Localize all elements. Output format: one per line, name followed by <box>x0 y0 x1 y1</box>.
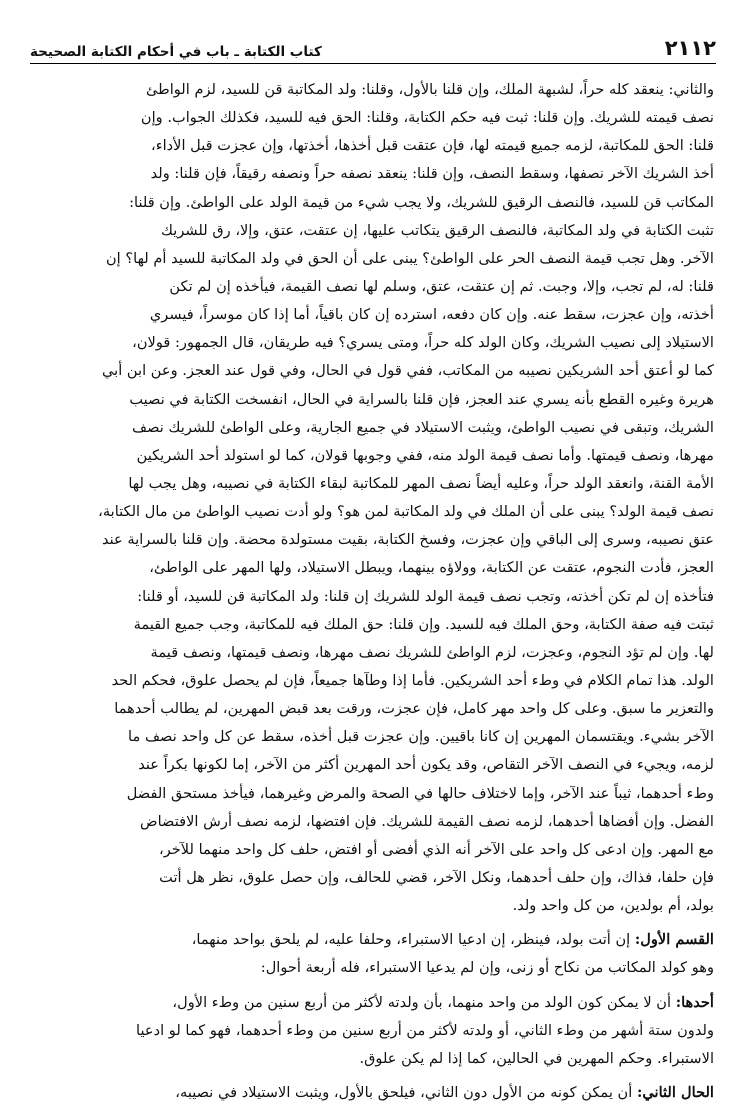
text-line: الاستيلاد إلى نصيب الشريك، وكان الولد كله حراً، ومتى يسري؟ فيه طريقان، قال الجمهور: قولان، <box>132 334 714 352</box>
text-line: ثبتت فيه صفة الكتابة، وحق الملك فيه للسيد. وإن قلنا: حق الملك فيه للمكاتبة، وجب جميع القيمة <box>133 615 714 633</box>
text-line: لها. وإن لم تؤد النجوم، وعجزت، لزم الواطئ للشريك نصف مهرها، ونصف قيمتها، ونصف قيمة <box>150 643 714 661</box>
text-line: قلنا: الحق للمكاتبة، لزمه جميع قيمته لها، فإن عتقت قبل أخذها، أخذتها، وإن عجزت قبل الأداء، <box>151 137 714 155</box>
text-line: نصف قيمة الولد؟ يبنى على أن الملك في ولد المكاتبة لمن هو؟ ولو أدت نصيب الواطئ من مال الكتابة، <box>98 503 714 521</box>
text-line: الآخر. وهل تجب قيمة النصف الحر على الواطئ؟ يبنى على أن الحق في ولد المكاتبة للسيد أم لها؟ إن <box>105 249 714 267</box>
section-text: إن أتت بولد، فينظر، إن ادعيا الاستبراء، وحلفا عليه، لم يلحق بواحد منهما، <box>191 931 635 949</box>
case-first-line <box>30 1079 714 1107</box>
text-line: مع المهر. وإن ادعى كل واحد على الآخر أنه الذي أفضى أو افتض، حلف كل واحد منهما للآخر، <box>159 840 714 858</box>
text-line: الاستبراء. وحكم المهرين في الحالين، كما إذا لم يكن علوق. <box>359 1049 714 1067</box>
case-heading: أحدها: <box>675 993 714 1011</box>
text-line: لزمه، ويجيء في النصف الآخر التقاص، وقد يكون أحد المهرين أكثر من الآخر، إما لكونها بكراً عند <box>138 756 714 774</box>
case-heading: الحال الثاني: <box>636 1083 714 1101</box>
text-line: قلنا: له، لم تجب، وإلا، وجبت. ثم إن عتقت، عتق، وسلم لها نصف القيمة، فيأخذه إن لم تكن <box>169 277 714 295</box>
text-line: فتأخذه إن لم تكن أخذته، وتجب نصف قيمة الولد للشريك إن قلنا: ولد المكاتبة قن للسيد، أو قلنا: <box>137 587 714 605</box>
section-heading: القسم الأول: <box>634 931 714 949</box>
case-first-line <box>30 989 714 1017</box>
page-number: ٢١١٢ <box>664 36 716 60</box>
text-line: نصف قيمته للشريك. وإن قلنا: ثبت فيه حكم الكتابة، وقلنا: الحق فيه للسيد، فكذلك الجواب. وإن <box>140 109 714 127</box>
text-line: العجز، فأدت النجوم، عتقت عن الكتابة، وولاؤه بينهما، ويبطل الاستيلاد، ولها المهر على الواطئ، <box>149 559 714 577</box>
body-text <box>30 76 714 1107</box>
text-line: هريرة وغيره القطع بأنه يسري عند العجز، فإن قلنا بالسراية في الحال، انفسخت الكتابة في نصيب <box>129 390 714 408</box>
text-line: أخذته، وإن عجزت، سقط عنه. وإن كان دفعه، استرده إن كان باقياً، أما إذا كان موسراً، فيسري <box>149 306 714 324</box>
text-line: أخذ الشريك الآخر نصفها، وسقط النصف، وإن قلنا: ينعقد نصفه حراً ونصفه رقيقاً، فإن قلنا: ولد <box>150 165 714 183</box>
section-first-line <box>30 926 714 954</box>
text-line: الأمة القنة، وانعقد الولد حراً، وعليه أيضاً نصف المهر للمكاتبة لبقاء الكتابة في نصيبه، وهل يجب لها <box>128 474 714 492</box>
text-line: تثبت الكتابة في ولد المكاتبة، فالنصف الرقيق يتكاتب عليها، إن عتقت، عتق، وإلا، رق للشريك <box>160 221 714 239</box>
text-line: الولد. هذا تمام الكلام في وطء أحد الشريكين. فأما إذا وطآها جميعاً، فإن لم يحصل علوق، فحكم الحد <box>111 671 714 689</box>
text-line: والثاني: ينعقد كله حراً، لشبهة الملك، وإن قلنا بالأول، وقلنا: ولد المكاتبة قن للسيد، لزم الواطئ <box>145 81 714 98</box>
text-line: مهرها، ونصف قيمتها. وأما نصف قيمة الولد منه، ففي وجوبها قولان، كما لو استولد أحد الشريكين <box>136 446 714 464</box>
text-line: الفضل. وإن أفضاها أحدهما، لزمه نصف القيمة للشريك. فإن افتضها، لزمه نصف أرش الافتضاض <box>139 812 714 830</box>
text-line: فإن حلفا، فذاك، وإن حلف أحدهما، ونكل الآخر، قضي للحالف، وإن حصل علوق، نظر هل أتت <box>159 868 714 886</box>
text-line: الآخر بشيء. ويقتسمان المهرين إن كانا باقيين. وإن عجزت قبل أخذه، سقط عن كل واحد نصف ما <box>128 728 714 746</box>
text-line: وهو كولد المكاتب من نكاح أو زنى، وإن لم يدعيا الاستبراء، فله أربعة أحوال: <box>260 959 714 977</box>
page-header <box>30 30 716 60</box>
case-text: أن لا يمكن كون الولد من واحد منهما، بأن ولدته لأكثر من أربع سنين من وطء الأول، <box>172 993 676 1011</box>
running-title: كتاب الكتابة ـ باب في أحكام الكتابة الصحيحة <box>30 44 322 60</box>
text-line: بولد، أم بولدين، من كل واحد ولد. <box>512 897 714 915</box>
text-line: كما لو أعتق أحد الشريكين نصيبه من المكاتب، ففي قول في الحال، وفي قول عند العجز. وعن ابن أبي <box>102 362 714 380</box>
header-rule <box>30 63 716 64</box>
text-line: وطء أحدهما، ثيباً عند الآخر، وإما لاختلاف حالها في الصحة والمرض وغيرهما، فيأخذ مستحق الفضل <box>126 784 714 802</box>
case-text: أن يمكن كونه من الأول دون الثاني، فيلحق بالأول، ويثبت الاستيلاد في نصيبه، <box>175 1083 637 1101</box>
text-line: عتق نصيبه، وسرى إلى الباقي وإن عجزت، وفسخ الكتابة، بقيت مستولدة محضة. وإن قلنا بالسراية عند <box>101 531 714 549</box>
text-line: المكاتب قن للسيد، فالنصف الرقيق للشريك، ولا يجب شيء من قيمة الولد على الواطئ. وإن قلنا: <box>129 193 714 211</box>
text-line: الشريك، وتبقى في نصيب الواطئ، ويثبت الاستيلاد في جميع الجارية، وعلى الواطئ للشريك نصف <box>132 418 714 436</box>
text-line: ولدون ستة أشهر من وطء الثاني، أو ولدته لأكثر من أربع سنين من وطء أحدهما، فهو كما لو ادعيا <box>136 1021 714 1039</box>
text-line: والتعزير ما سبق. وعلى كل واحد مهر كامل، فإن عجزت، ورقت بعد قبض المهرين، لم يطالب أحدهما <box>114 700 714 718</box>
